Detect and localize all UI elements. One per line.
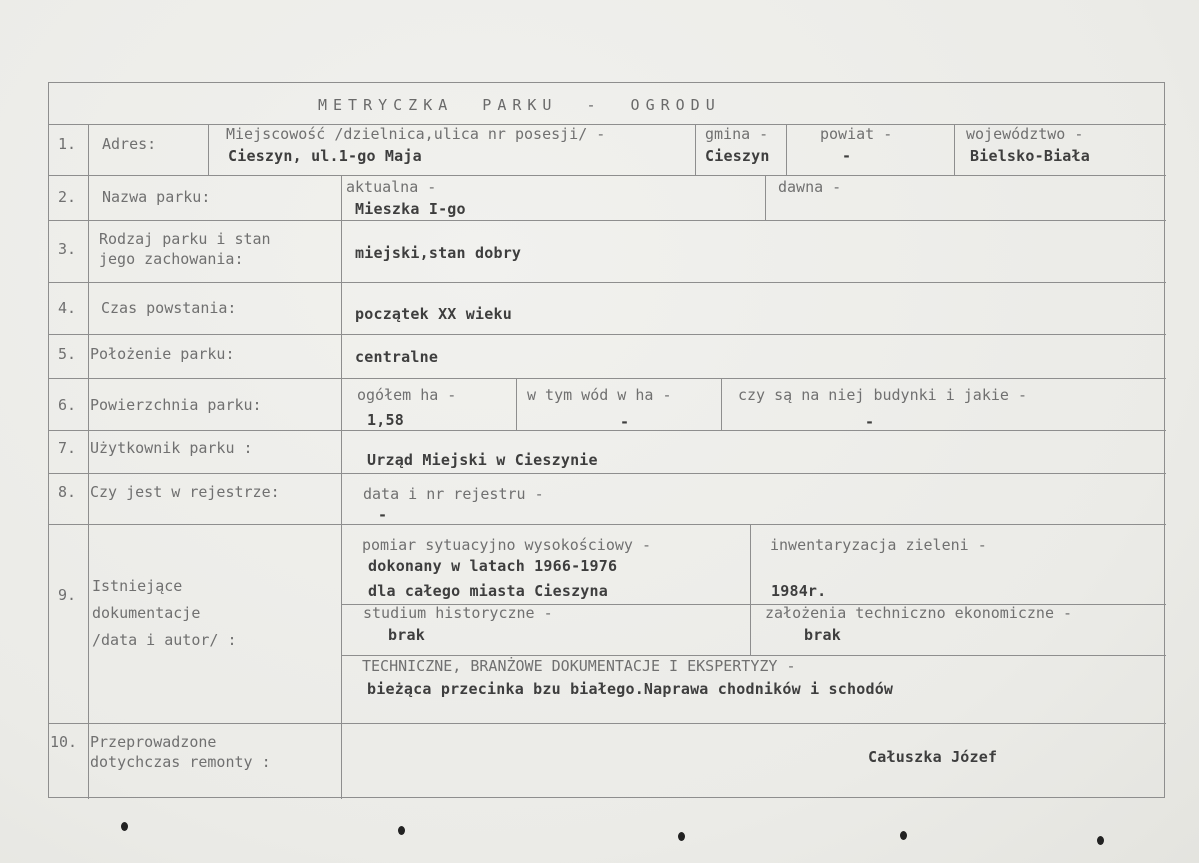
rule-r8 <box>49 524 1166 525</box>
row6-ogolem-value: 1,58 <box>367 411 404 429</box>
col-num <box>88 124 89 799</box>
row6-number: 6. <box>58 396 77 414</box>
row4-value: początek XX wieku <box>355 305 512 323</box>
row9-label-line2: dokumentacje <box>92 604 201 622</box>
row9-pomiar-label: pomiar sytuacyjno wysokościowy - <box>362 536 651 554</box>
col-r1-woj <box>954 124 955 175</box>
row3-value: miejski,stan dobry <box>355 244 522 262</box>
punch-mark-4 <box>900 831 907 840</box>
row1-gmina-label: gmina - <box>705 125 769 143</box>
row1-wojewodztwo-label: województwo - <box>966 125 1084 143</box>
row9-techniczne-value: bieżąca przecinka bzu białego.Naprawa chodników i schodów <box>367 680 894 698</box>
row4-number: 4. <box>58 299 77 317</box>
row6-budynki-value: - <box>865 413 875 431</box>
row6-label: Powierzchnia parku: <box>90 396 262 414</box>
row9-zalozenia-label: założenia techniczno ekonomiczne - <box>765 604 1073 622</box>
rule-r5 <box>49 378 1166 379</box>
row10-label-line1: Przeprowadzone <box>90 733 217 751</box>
rule-r3 <box>49 282 1166 283</box>
col-r9-right <box>750 524 751 655</box>
punch-mark-1 <box>121 822 128 831</box>
rule-r7 <box>49 473 1166 474</box>
row1-powiat-value: - <box>842 147 852 165</box>
rule-r4 <box>49 334 1166 335</box>
row9-inwentaryzacja-label: inwentaryzacja zieleni - <box>770 536 987 554</box>
row6-budynki-label: czy są na niej budynki i jakie - <box>738 386 1027 404</box>
punch-mark-2 <box>398 826 405 835</box>
row1-powiat-label: powiat - <box>820 125 893 143</box>
row9-number: 9. <box>58 586 77 604</box>
row8-label: Czy jest w rejestrze: <box>90 483 280 501</box>
row6-wod-value: - <box>620 413 630 431</box>
row10-number: 10. <box>50 733 78 751</box>
row7-number: 7. <box>58 439 77 457</box>
row8-number: 8. <box>58 483 77 501</box>
row9-inwentaryzacja-value: 1984r. <box>771 582 827 600</box>
row6-ogolem-label: ogółem ha - <box>357 386 457 404</box>
rule-r6 <box>49 430 1166 431</box>
row5-number: 5. <box>58 345 77 363</box>
row2-dawna-label: dawna - <box>778 178 842 196</box>
row9-label-line3: /data i autor/ : <box>92 631 237 649</box>
form-title: METRYCZKA PARKU - OGRODU <box>318 96 721 114</box>
col-r6-budynki <box>721 378 722 430</box>
row1-location-value: Cieszyn, ul.1-go Maja <box>228 147 422 165</box>
row5-value: centralne <box>355 348 439 366</box>
rule-r2 <box>49 220 1166 221</box>
row9-zalozenia-value: brak <box>804 626 841 644</box>
col-r6-wod <box>516 378 517 430</box>
rule-r1 <box>49 175 1166 176</box>
row8-data-label: data i nr rejestru - <box>363 485 544 503</box>
row1-gmina-value: Cieszyn <box>705 147 770 165</box>
row1-number: 1. <box>58 135 77 153</box>
rule-r9b <box>341 655 1166 656</box>
row9-studium-value: brak <box>388 626 425 644</box>
row9-techniczne-label: TECHNICZNE, BRANŻOWE DOKUMENTACJE I EKSPERTYZY - <box>362 657 796 675</box>
row9-studium-label: studium historyczne - <box>363 604 553 622</box>
punch-mark-5 <box>1097 836 1104 845</box>
col-r1-gmina <box>695 124 696 175</box>
row2-aktualna-label: aktualna - <box>346 178 437 196</box>
rule-r9 <box>49 723 1166 724</box>
row3-label-line2: jego zachowania: <box>99 250 244 268</box>
row5-label: Położenie parku: <box>90 345 235 363</box>
punch-mark-3 <box>678 832 685 841</box>
row2-number: 2. <box>58 188 77 206</box>
row2-aktualna-value: Mieszka I-go <box>355 200 466 218</box>
row8-data-value: - <box>378 506 388 524</box>
row1-location-label: Miejscowość /dzielnica,ulica nr posesji/ - <box>226 125 606 143</box>
col-label <box>341 175 342 799</box>
row9-label-line1: Istniejące <box>92 577 183 595</box>
row7-label: Użytkownik parku : <box>90 439 253 457</box>
col-r1-powiat <box>786 124 787 175</box>
row10-label-line2: dotychczas remonty : <box>90 753 271 771</box>
row10-signature: Całuszka Józef <box>868 748 998 766</box>
row7-value: Urząd Miejski w Cieszynie <box>367 451 598 469</box>
row9-pomiar-value-line2: dla całego miasta Cieszyna <box>368 582 608 600</box>
col-r1-label <box>208 124 209 175</box>
row2-label: Nazwa parku: <box>102 188 211 206</box>
row3-number: 3. <box>58 240 77 258</box>
row6-wod-label: w tym wód w ha - <box>527 386 672 404</box>
col-r2-dawna <box>765 175 766 220</box>
row4-label: Czas powstania: <box>101 299 237 317</box>
row1-wojewodztwo-value: Bielsko-Biała <box>970 147 1090 165</box>
row1-label: Adres: <box>102 135 157 153</box>
row3-label-line1: Rodzaj parku i stan <box>99 230 271 248</box>
row9-pomiar-value-line1: dokonany w latach 1966-1976 <box>368 557 618 575</box>
